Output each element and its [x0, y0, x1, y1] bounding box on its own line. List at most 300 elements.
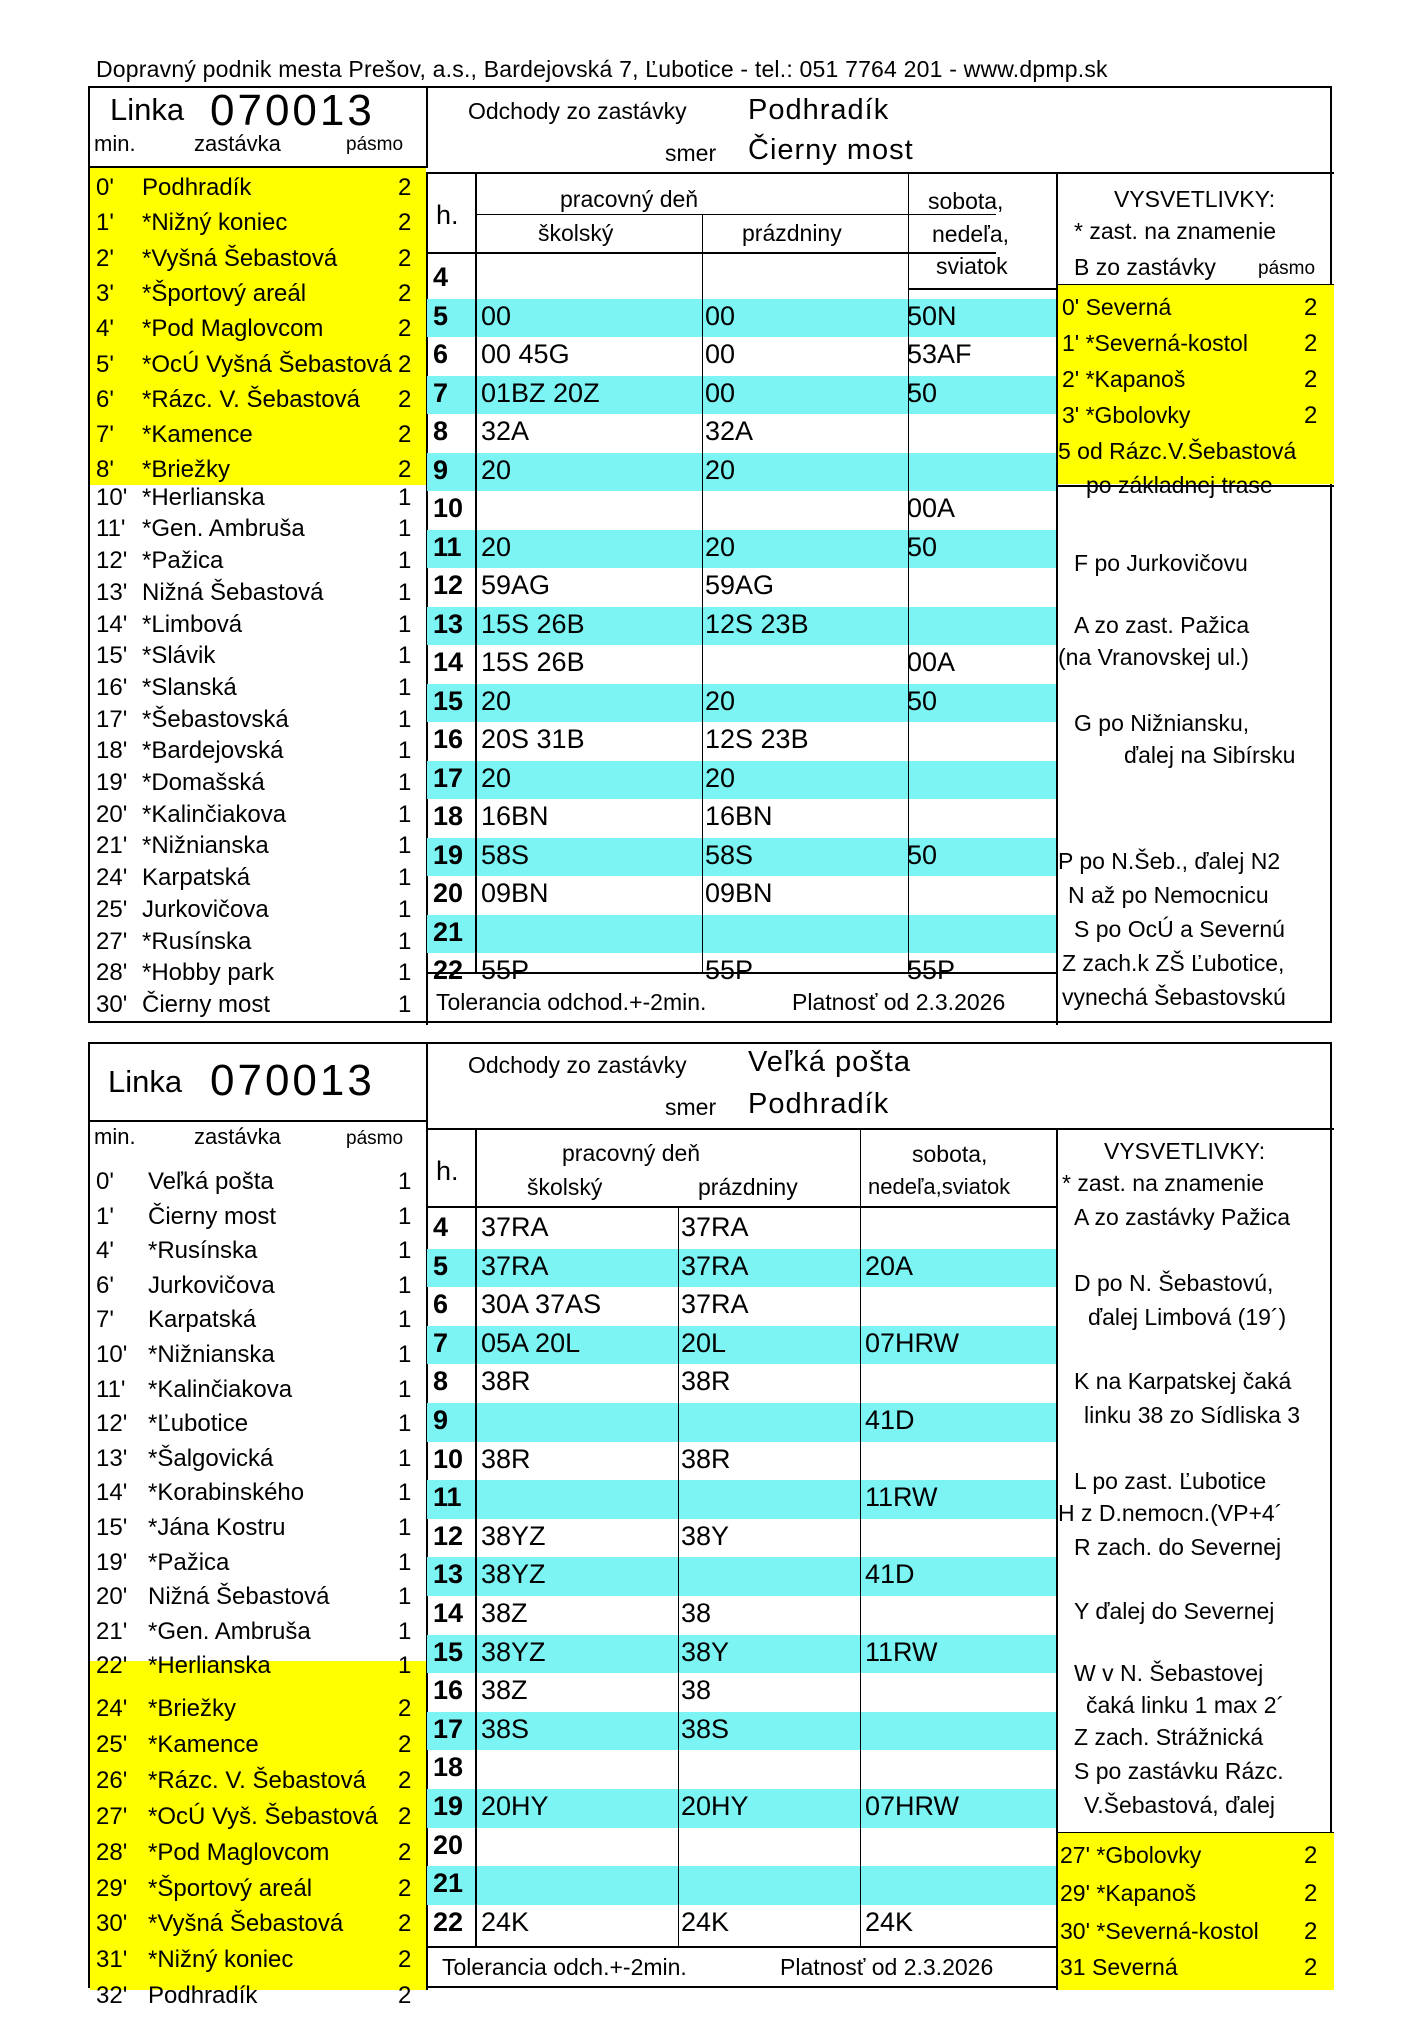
stop-name: *Nižný koniec [142, 209, 288, 237]
weekend-cell: 41D [865, 1405, 915, 1435]
stop-zone: 1 [398, 578, 412, 606]
stop-row [90, 1376, 426, 1411]
stop-name: Veľká pošta [148, 1168, 274, 1195]
holiday-cell: 55P [705, 955, 754, 985]
direction-label: smer [665, 140, 717, 166]
stop-row [90, 769, 426, 804]
hour-cell: 4 [433, 262, 449, 292]
timetable-panel-1 [88, 86, 1332, 1023]
zone-label: pásmo [346, 134, 404, 155]
weekend-header-1: sobota, [928, 188, 1004, 214]
stop-row [90, 642, 426, 677]
stop-minute: 13' [96, 578, 128, 606]
stop-minute: 1' [96, 1202, 114, 1230]
weekend-cell: 11RW [865, 1636, 938, 1667]
stop-minute: 24' [96, 864, 128, 892]
legend-item: 2' *Kapanoš [1062, 366, 1186, 392]
stop-zone: 1 [398, 1202, 412, 1230]
stop-name: Jurkovičova [148, 1271, 275, 1299]
legend-item: 1' *Severná-kostol [1062, 330, 1248, 356]
stop-name: *Šalgovická [148, 1444, 274, 1472]
stop-row [90, 1514, 426, 1549]
stop-minute: 12' [96, 1410, 128, 1438]
legend-item: linku 38 zo Sídliska 3 [1084, 1402, 1301, 1428]
hour-cell: 19 [433, 839, 464, 870]
holiday-cell: 12S 23B [705, 608, 809, 639]
hour-row [427, 1480, 1056, 1519]
hour-row [427, 568, 1056, 607]
legend-zone: 2 [1304, 330, 1318, 357]
holiday-cell: 32A [705, 416, 754, 446]
school-day-cell: 38Z [481, 1598, 528, 1628]
stop-minute: 12' [96, 547, 128, 575]
legend-item: po základnej trase [1086, 472, 1273, 498]
holiday-cell: 24K [681, 1906, 730, 1937]
stop-minute: 1' [96, 209, 114, 237]
school-day-cell: 58S [481, 839, 530, 870]
line-number: 070013 [210, 86, 375, 135]
legend-title: VYSVETLIVKY: [1114, 186, 1276, 212]
hour-row [427, 491, 1056, 530]
stop-minute: 22' [96, 1652, 128, 1680]
stop-minute: 25' [96, 1730, 128, 1758]
legend-item: A zo zast. Pažica [1074, 612, 1250, 638]
holiday-cell: 37RA [681, 1289, 749, 1320]
workday-header: pracovný deň [562, 1140, 701, 1166]
stop-name: *Hobby park [142, 959, 275, 987]
stop-name: *Bardejovská [142, 737, 284, 765]
holiday-cell: 20HY [681, 1791, 749, 1821]
legend-item: G po Nižniansku, [1074, 710, 1250, 736]
legend-zone: 2 [1304, 1842, 1318, 1869]
legend-item: P po N.Šeb., ďalej N2 [1058, 848, 1281, 874]
legend-item: 30' *Severná-kostol [1060, 1918, 1259, 1944]
school-day-cell: 38S [481, 1713, 530, 1744]
weekend-header-2: nedeľa,sviatok [868, 1174, 1011, 1199]
legend-zone: 2 [1304, 366, 1318, 393]
stop-zone: 1 [398, 1479, 412, 1507]
stop-row [90, 209, 426, 244]
hour-cell: 20 [433, 1829, 464, 1860]
stop-minute: 14' [96, 610, 128, 638]
legend-item: * zast. na znamenie [1062, 1170, 1265, 1196]
direction-stop: Čierny most [748, 134, 914, 166]
stop-row [90, 1618, 426, 1653]
direction-label: smer [665, 1094, 717, 1120]
holiday-cell: 37RA [681, 1212, 749, 1242]
hour-row [427, 1326, 1056, 1365]
hour-row [427, 684, 1056, 723]
legend-zone: 2 [1304, 1918, 1318, 1945]
hour-cell: 10 [433, 1443, 464, 1474]
legend-item: S po zastávku Rázc. [1074, 1758, 1284, 1784]
stop-zone: 1 [398, 1341, 412, 1368]
stop-row [90, 351, 426, 386]
stop-minute: 13' [96, 1444, 128, 1472]
hour-cell: 11 [433, 531, 462, 562]
stop-label: zastávka [194, 131, 281, 156]
hour-row [427, 1905, 1056, 1944]
school-day-cell: 15S 26B [481, 608, 585, 639]
weekend-header-1: sobota, [912, 1141, 988, 1167]
stop-zone: 2 [398, 456, 412, 484]
stop-zone: 1 [398, 800, 412, 828]
legend-item: W v N. Šebastovej [1074, 1660, 1264, 1686]
stop-row [90, 864, 426, 899]
min-label: min. [94, 1124, 136, 1149]
hour-row [427, 1673, 1056, 1712]
stop-minute: 4' [96, 315, 114, 343]
hour-cell: 16 [433, 1675, 464, 1706]
tolerance-note: Tolerancia odchod.+-2min. [436, 989, 707, 1015]
school-day-cell: 38YZ [481, 1559, 546, 1590]
stop-zone: 2 [398, 350, 412, 378]
stop-zone: 2 [398, 1910, 412, 1938]
stop-minute: 5' [96, 350, 114, 378]
hour-row [427, 1519, 1056, 1558]
school-day-cell: 59AG [481, 570, 551, 600]
stop-zone: 2 [398, 1838, 412, 1866]
stop-row [90, 1549, 426, 1584]
stop-minute: 31' [96, 1946, 128, 1974]
stop-name: *Domašská [142, 769, 265, 796]
hour-cell: 20 [433, 878, 464, 908]
hour-row [427, 722, 1056, 761]
hour-row [427, 1750, 1056, 1789]
weekend-header-3: sviatok [936, 253, 1008, 279]
stop-name: *Pod Maglovcom [142, 315, 324, 343]
stop-minute: 24' [96, 1695, 128, 1722]
holiday-cell: 20 [705, 762, 736, 793]
stop-minute: 26' [96, 1766, 128, 1794]
hour-cell: 6 [433, 339, 449, 369]
hour-row [427, 1403, 1056, 1442]
weekend-cell: 55P [907, 955, 956, 985]
holiday-cell: 20L [681, 1327, 727, 1358]
stop-name: *Rázc. V. Šebastová [148, 1766, 366, 1794]
school-day-cell: 00 [481, 300, 512, 331]
legend-item: N až po Nemocnicu [1068, 882, 1269, 908]
stop-row [90, 674, 426, 709]
legend-item: ďalej Limbová (19´) [1088, 1304, 1287, 1330]
hour-cell: 7 [433, 377, 449, 408]
stop-row [90, 928, 426, 963]
hour-row [427, 1249, 1056, 1288]
stop-zone: 1 [398, 895, 412, 923]
stop-zone: 1 [398, 1652, 412, 1680]
school-day-cell: 24K [481, 1906, 530, 1937]
stop-zone: 2 [398, 209, 412, 237]
hour-row [427, 1364, 1056, 1403]
hour-cell: 17 [433, 762, 464, 793]
legend-item: 3' *Gbolovky [1062, 402, 1191, 428]
stop-name: Podhradík [142, 174, 252, 201]
stop-minute: 3' [96, 279, 114, 307]
stop-row [90, 896, 426, 931]
stop-row [90, 1839, 426, 1874]
hour-cell: 18 [433, 801, 464, 831]
school-day-cell: 37RA [481, 1250, 549, 1281]
stop-row [90, 991, 426, 1026]
stop-minute: 15' [96, 1514, 128, 1541]
school-day-cell: 15S 26B [481, 647, 585, 677]
stop-minute: 28' [96, 959, 128, 987]
stop-row [90, 174, 426, 209]
stop-name: *Slanská [142, 673, 237, 701]
weekend-cell: 50 [907, 531, 938, 562]
school-day-cell: 38Z [481, 1675, 528, 1706]
legend-item: 31 Severná [1060, 1954, 1178, 1980]
weekend-cell: 00A [907, 493, 956, 523]
school-day-cell: 30A 37AS [481, 1289, 602, 1320]
stop-zone: 2 [398, 1730, 412, 1758]
from-stop: Podhradík [748, 94, 890, 126]
weekend-cell: 41D [865, 1559, 915, 1590]
holiday-cell: 20 [705, 531, 736, 562]
legend-title: VYSVETLIVKY: [1104, 1138, 1266, 1164]
stop-minute: 0' [96, 174, 114, 201]
weekend-cell: 50N [907, 300, 957, 331]
stop-minute: 27' [96, 927, 128, 955]
hour-cell: 21 [433, 1868, 464, 1899]
stop-minute: 17' [96, 705, 128, 733]
stop-minute: 21' [96, 832, 128, 860]
hour-cell: 15 [433, 1636, 464, 1667]
holiday-cell: 00 [705, 339, 736, 369]
tolerance-note: Tolerancia odch.+-2min. [442, 1954, 687, 1980]
stop-row [90, 1168, 426, 1203]
stop-name: *Gen. Ambruša [142, 515, 305, 543]
stop-row [90, 1946, 426, 1981]
hour-cell: 5 [433, 1250, 449, 1281]
legend-item: S po OcÚ a Severnú [1074, 916, 1285, 942]
hour-row [427, 1635, 1056, 1674]
stop-zone: 2 [398, 1982, 412, 2010]
weekend-header-2: nedeľa, [932, 221, 1010, 247]
stop-row [90, 315, 426, 350]
hour-row [427, 838, 1056, 877]
zone-label: pásmo [346, 1128, 404, 1149]
validity-note: Platnosť od 2.3.2026 [792, 989, 1006, 1015]
stop-zone: 1 [398, 1444, 412, 1472]
legend-item: V.Šebastová, ďalej [1084, 1792, 1276, 1818]
hour-row [427, 1442, 1056, 1481]
hour-cell: 8 [433, 416, 449, 446]
hour-cell: 5 [433, 300, 449, 331]
legend-item: 5 od Rázc.V.Šebastová [1058, 438, 1297, 464]
weekend-cell: 07HRW [865, 1791, 960, 1821]
stop-name: *Kalinčiakova [148, 1375, 293, 1403]
stop-minute: 15' [96, 642, 128, 670]
hour-row [427, 1828, 1056, 1867]
stop-name: *Športový areál [148, 1874, 313, 1902]
hour-cell: 16 [433, 724, 464, 754]
legend-zone: 2 [1304, 402, 1318, 429]
holiday-cell: 38S [681, 1713, 730, 1744]
hour-cell: 21 [433, 916, 464, 947]
stop-minute: 11' [96, 1375, 126, 1403]
stop-minute: 19' [96, 769, 128, 796]
weekend-cell: 20A [865, 1250, 914, 1281]
min-label: min. [94, 131, 136, 156]
stop-row [90, 1306, 426, 1341]
legend-item: F po Jurkovičovu [1074, 550, 1248, 576]
legend-item: 29' *Kapanoš [1060, 1880, 1197, 1906]
stop-name: *Limbová [142, 610, 243, 638]
stop-zone: 1 [398, 832, 412, 860]
stop-row [90, 1910, 426, 1945]
hour-row [427, 530, 1056, 569]
stop-name: *Kalinčiakova [142, 800, 287, 828]
stop-minute: 0' [96, 1168, 114, 1195]
stop-row [90, 737, 426, 772]
holiday-cell: 38Y [681, 1636, 730, 1667]
stop-row [90, 832, 426, 867]
holiday-cell: 38 [681, 1675, 712, 1706]
stop-row [90, 1875, 426, 1910]
school-day-cell: 20 [481, 685, 512, 716]
stop-row [90, 959, 426, 994]
stop-row [90, 1237, 426, 1272]
hour-row [427, 337, 1056, 376]
legend-zone: 2 [1304, 294, 1318, 321]
stop-zone: 1 [398, 547, 412, 575]
stop-row [90, 1272, 426, 1307]
stop-zone: 2 [398, 315, 412, 343]
stop-row [90, 484, 426, 519]
stop-name: *Rusínska [142, 927, 252, 955]
hour-cell: 18 [433, 1752, 464, 1783]
from-stop: Veľká pošta [748, 1046, 911, 1078]
stop-zone: 1 [398, 737, 412, 765]
hour-cell: 12 [433, 570, 464, 600]
stop-zone: 2 [398, 279, 412, 307]
stop-minute: 8' [96, 456, 114, 484]
stop-minute: 14' [96, 1479, 128, 1507]
holiday-header: prázdniny [698, 1174, 798, 1200]
stop-minute: 10' [96, 483, 128, 511]
stop-name: *OcÚ Vyš. Šebastová [148, 1802, 378, 1830]
stop-minute: 10' [96, 1341, 128, 1368]
hour-row [427, 761, 1056, 800]
stop-minute: 18' [96, 737, 128, 765]
stop-minute: 4' [96, 1237, 114, 1265]
stop-name: *Rázc. V. Šebastová [142, 385, 360, 413]
stop-minute: 30' [96, 1910, 128, 1938]
legend-item: A zo zastávky Pažica [1074, 1204, 1291, 1230]
stop-row [90, 386, 426, 421]
school-day-cell: 37RA [481, 1212, 549, 1242]
school-day-cell: 38R [481, 1443, 531, 1474]
holiday-cell: 38Y [681, 1520, 730, 1551]
holiday-cell: 59AG [705, 570, 775, 600]
stop-zone: 1 [398, 673, 412, 701]
school-day-cell: 01BZ 20Z [481, 377, 600, 408]
stop-row [90, 1341, 426, 1376]
hour-cell: 19 [433, 1791, 464, 1821]
hour-row [427, 1287, 1056, 1326]
hour-cell: 15 [433, 685, 464, 716]
stop-name: *Herlianska [142, 483, 265, 511]
stop-name: *Športový areál [142, 279, 307, 307]
school-day-cell: 38YZ [481, 1636, 546, 1667]
stop-name: *Kamence [142, 421, 253, 449]
school-day-cell: 38YZ [481, 1520, 546, 1551]
stop-label: zastávka [194, 1124, 281, 1149]
hour-header: h. [436, 200, 459, 230]
legend-item: K na Karpatskej čaká [1074, 1368, 1292, 1394]
stop-row [90, 579, 426, 614]
legend-item: D po N. Šebastovú, [1074, 1270, 1274, 1296]
stop-zone: 2 [398, 244, 412, 272]
hour-row [427, 414, 1056, 453]
school-day-cell: 20 [481, 531, 512, 562]
legend-item: Y ďalej do Severnej [1074, 1598, 1275, 1624]
hour-row [427, 260, 1056, 299]
stop-name: Čierny most [148, 1202, 277, 1230]
holiday-cell: 37RA [681, 1250, 749, 1281]
hour-row [427, 1712, 1056, 1751]
hour-cell: 10 [433, 493, 464, 523]
holiday-cell: 38R [681, 1443, 731, 1474]
weekend-cell: 50 [907, 377, 938, 408]
hour-cell: 13 [433, 1559, 464, 1590]
hour-cell: 22 [433, 955, 464, 985]
stop-minute: 6' [96, 385, 114, 413]
hour-row [427, 645, 1056, 684]
school-day-cell: 20HY [481, 1791, 549, 1821]
line-number: 070013 [210, 1056, 375, 1105]
stop-name: *Nižný koniec [148, 1946, 294, 1974]
stop-minute: 20' [96, 1583, 128, 1611]
stop-zone: 1 [398, 1168, 412, 1195]
stop-minute: 21' [96, 1617, 128, 1645]
legend-item: 0' Severná [1062, 294, 1172, 320]
stop-zone: 1 [398, 769, 412, 796]
stop-row [90, 1767, 426, 1802]
hour-cell: 4 [433, 1212, 449, 1242]
hour-header: h. [436, 1156, 459, 1186]
stop-name: *Pažica [148, 1548, 230, 1576]
stop-zone: 1 [398, 515, 412, 543]
stop-row [90, 1652, 426, 1687]
hour-row [427, 1596, 1056, 1635]
legend-item: ďalej na Sibírsku [1124, 742, 1296, 768]
stop-row [90, 1695, 426, 1730]
stop-row [90, 515, 426, 550]
holiday-cell: 16BN [705, 801, 773, 831]
stop-minute: 11' [96, 515, 126, 543]
school-day-cell: 00 45G [481, 339, 570, 369]
hour-cell: 6 [433, 1289, 449, 1320]
stop-row [90, 1803, 426, 1838]
school-header: školský [538, 220, 614, 246]
stop-name: *Gen. Ambruša [148, 1617, 311, 1645]
stop-name: *Herlianska [148, 1652, 271, 1680]
stop-zone: 2 [398, 1946, 412, 1974]
hour-row [427, 453, 1056, 492]
departures-label: Odchody zo zastávky [468, 1052, 687, 1078]
legend-item: L po zast. Ľubotice [1074, 1468, 1267, 1494]
stop-minute: 6' [96, 1271, 114, 1299]
school-day-cell: 20 [481, 762, 512, 793]
hour-row [427, 1866, 1056, 1905]
school-day-cell: 20 [481, 454, 512, 485]
stop-name: *Nižnianska [148, 1341, 275, 1368]
stop-row [90, 706, 426, 741]
stop-minute: 27' [96, 1802, 128, 1830]
weekend-cell: 11RW [865, 1482, 938, 1513]
